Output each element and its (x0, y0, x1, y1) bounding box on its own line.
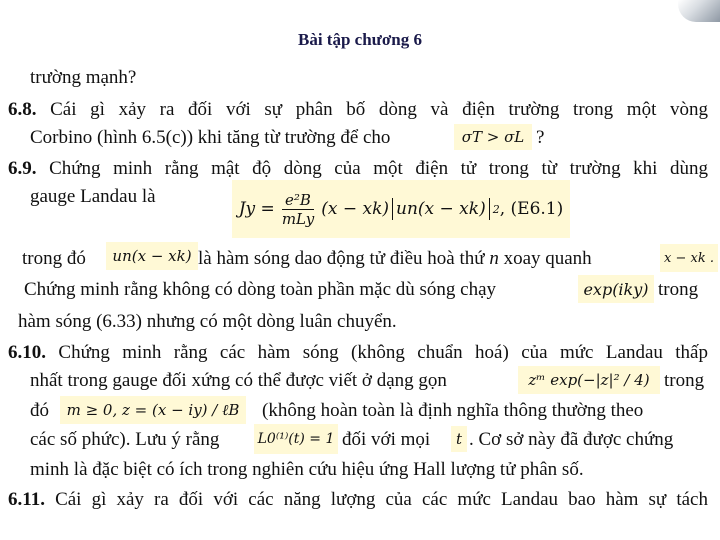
text-line (198, 247, 592, 271)
text-segment: Corbino (hình 6.5(c)) khi tăng từ trường để cho (30, 127, 391, 148)
exercise-number: 6.10. (8, 342, 46, 363)
formula-laguerre: L0⁽¹⁾(t) = 1 (254, 424, 338, 454)
exercise-6-8 (8, 98, 708, 122)
text-segment: trong (664, 370, 705, 391)
formula-xk: x − xk . (660, 244, 718, 272)
formula-rhs: un(x − xk) (396, 199, 486, 219)
text-segment: đối với mọi (342, 429, 431, 450)
abs-bar-right (489, 198, 490, 220)
formula-un: un(x − xk) (106, 242, 198, 270)
text-line (30, 369, 447, 393)
text-line (30, 126, 390, 150)
text-line (18, 310, 397, 334)
exercise-number: 6.9. (8, 158, 37, 179)
text-line (30, 428, 219, 452)
text-segment: xoay quanh (503, 248, 592, 269)
text-segment: ? (536, 127, 545, 148)
formula-m-z: m ≥ 0, z = (x − iy) / ℓB (60, 396, 246, 424)
text-line (30, 399, 49, 423)
formula-zm-exp: zᵐ exp(−|z|² / 4) (518, 366, 660, 394)
text-segment: Chứng minh rằng không có dòng toàn phần mặc dù sóng chạy (24, 279, 497, 300)
text-segment: . Cơ sở này đã được chứng (469, 429, 674, 450)
text-segment: Cái gì xảy ra đối với các năng lượng của các mức Landau bao hàm sự tách (44, 489, 708, 510)
text-line (664, 369, 704, 393)
text-segment: gauge Landau là (30, 186, 156, 207)
text-line (262, 399, 643, 423)
text-segment: trong (658, 279, 699, 300)
exercise-number: 6.8. (8, 99, 37, 120)
formula-sigma: σT > σL (454, 124, 532, 150)
abs-bar-left (392, 198, 393, 220)
text-segment: hàm sóng (6.33) nhưng có một dòng luân chuyển. (18, 311, 397, 332)
formula-middle: (x − xk) (321, 199, 390, 219)
formula-current-density: Jy = $\frac{\text{e²B}}{\text{mLy}}$ (x − xk) un(x − xk) 2 , (E6.1) (232, 180, 570, 238)
page-title: Bài tập chương 6 (298, 30, 422, 49)
text-segment: là hàm sóng dao động tử điều hoà thứ (198, 248, 485, 269)
exercise-6-9 (8, 157, 708, 181)
exercise-number: 6.11. (8, 489, 45, 510)
fraction-denominator: mLy (281, 209, 315, 228)
text-line (30, 185, 156, 209)
text-line (469, 428, 673, 452)
formula-lhs: Jy = (238, 199, 275, 219)
text-segment: Chứng minh rằng các hàm sóng (không chuẩn hoá) của mức Landau thấp (46, 342, 708, 363)
text-segment: trường mạnh? (30, 67, 137, 88)
text-line (30, 458, 584, 482)
text-segment: minh là đặc biệt có ích trong nghiên cứu hiệu ứng Hall lượng tử phân số. (30, 459, 584, 480)
fraction-numerator: e²B (282, 191, 314, 210)
text-line (30, 66, 136, 90)
text-segment: các số phức). Lưu ý rằng (30, 429, 220, 450)
text-italic-n: n (489, 248, 499, 269)
text-segment: trong đó (22, 248, 86, 269)
text-line (22, 247, 86, 271)
text-line (342, 428, 430, 452)
formula-exp-iky: exp(iky) (578, 275, 654, 303)
text-segment: nhất trong gauge đối xứng có thể được viết ở dạng gọn (30, 370, 447, 391)
text-line (536, 126, 544, 150)
formula-tag: , (E6.1) (499, 199, 564, 219)
formula-t: t (451, 426, 467, 452)
corner-decoration (678, 0, 720, 22)
text-segment: Cái gì xảy ra đối với sự phân bố dòng và điện trường trong một vòng (36, 99, 708, 120)
formula-fraction (279, 191, 317, 228)
text-line (658, 278, 698, 302)
exercise-6-11 (8, 488, 708, 512)
text-segment: đó (30, 400, 49, 421)
text-segment: (không hoàn toàn là định nghĩa thông thường theo (262, 400, 644, 421)
text-segment: Chứng minh rằng mật độ dòng của một điện tử trong từ trường khi dùng (36, 158, 708, 179)
text-line (24, 278, 496, 302)
exercise-6-10 (8, 341, 708, 365)
